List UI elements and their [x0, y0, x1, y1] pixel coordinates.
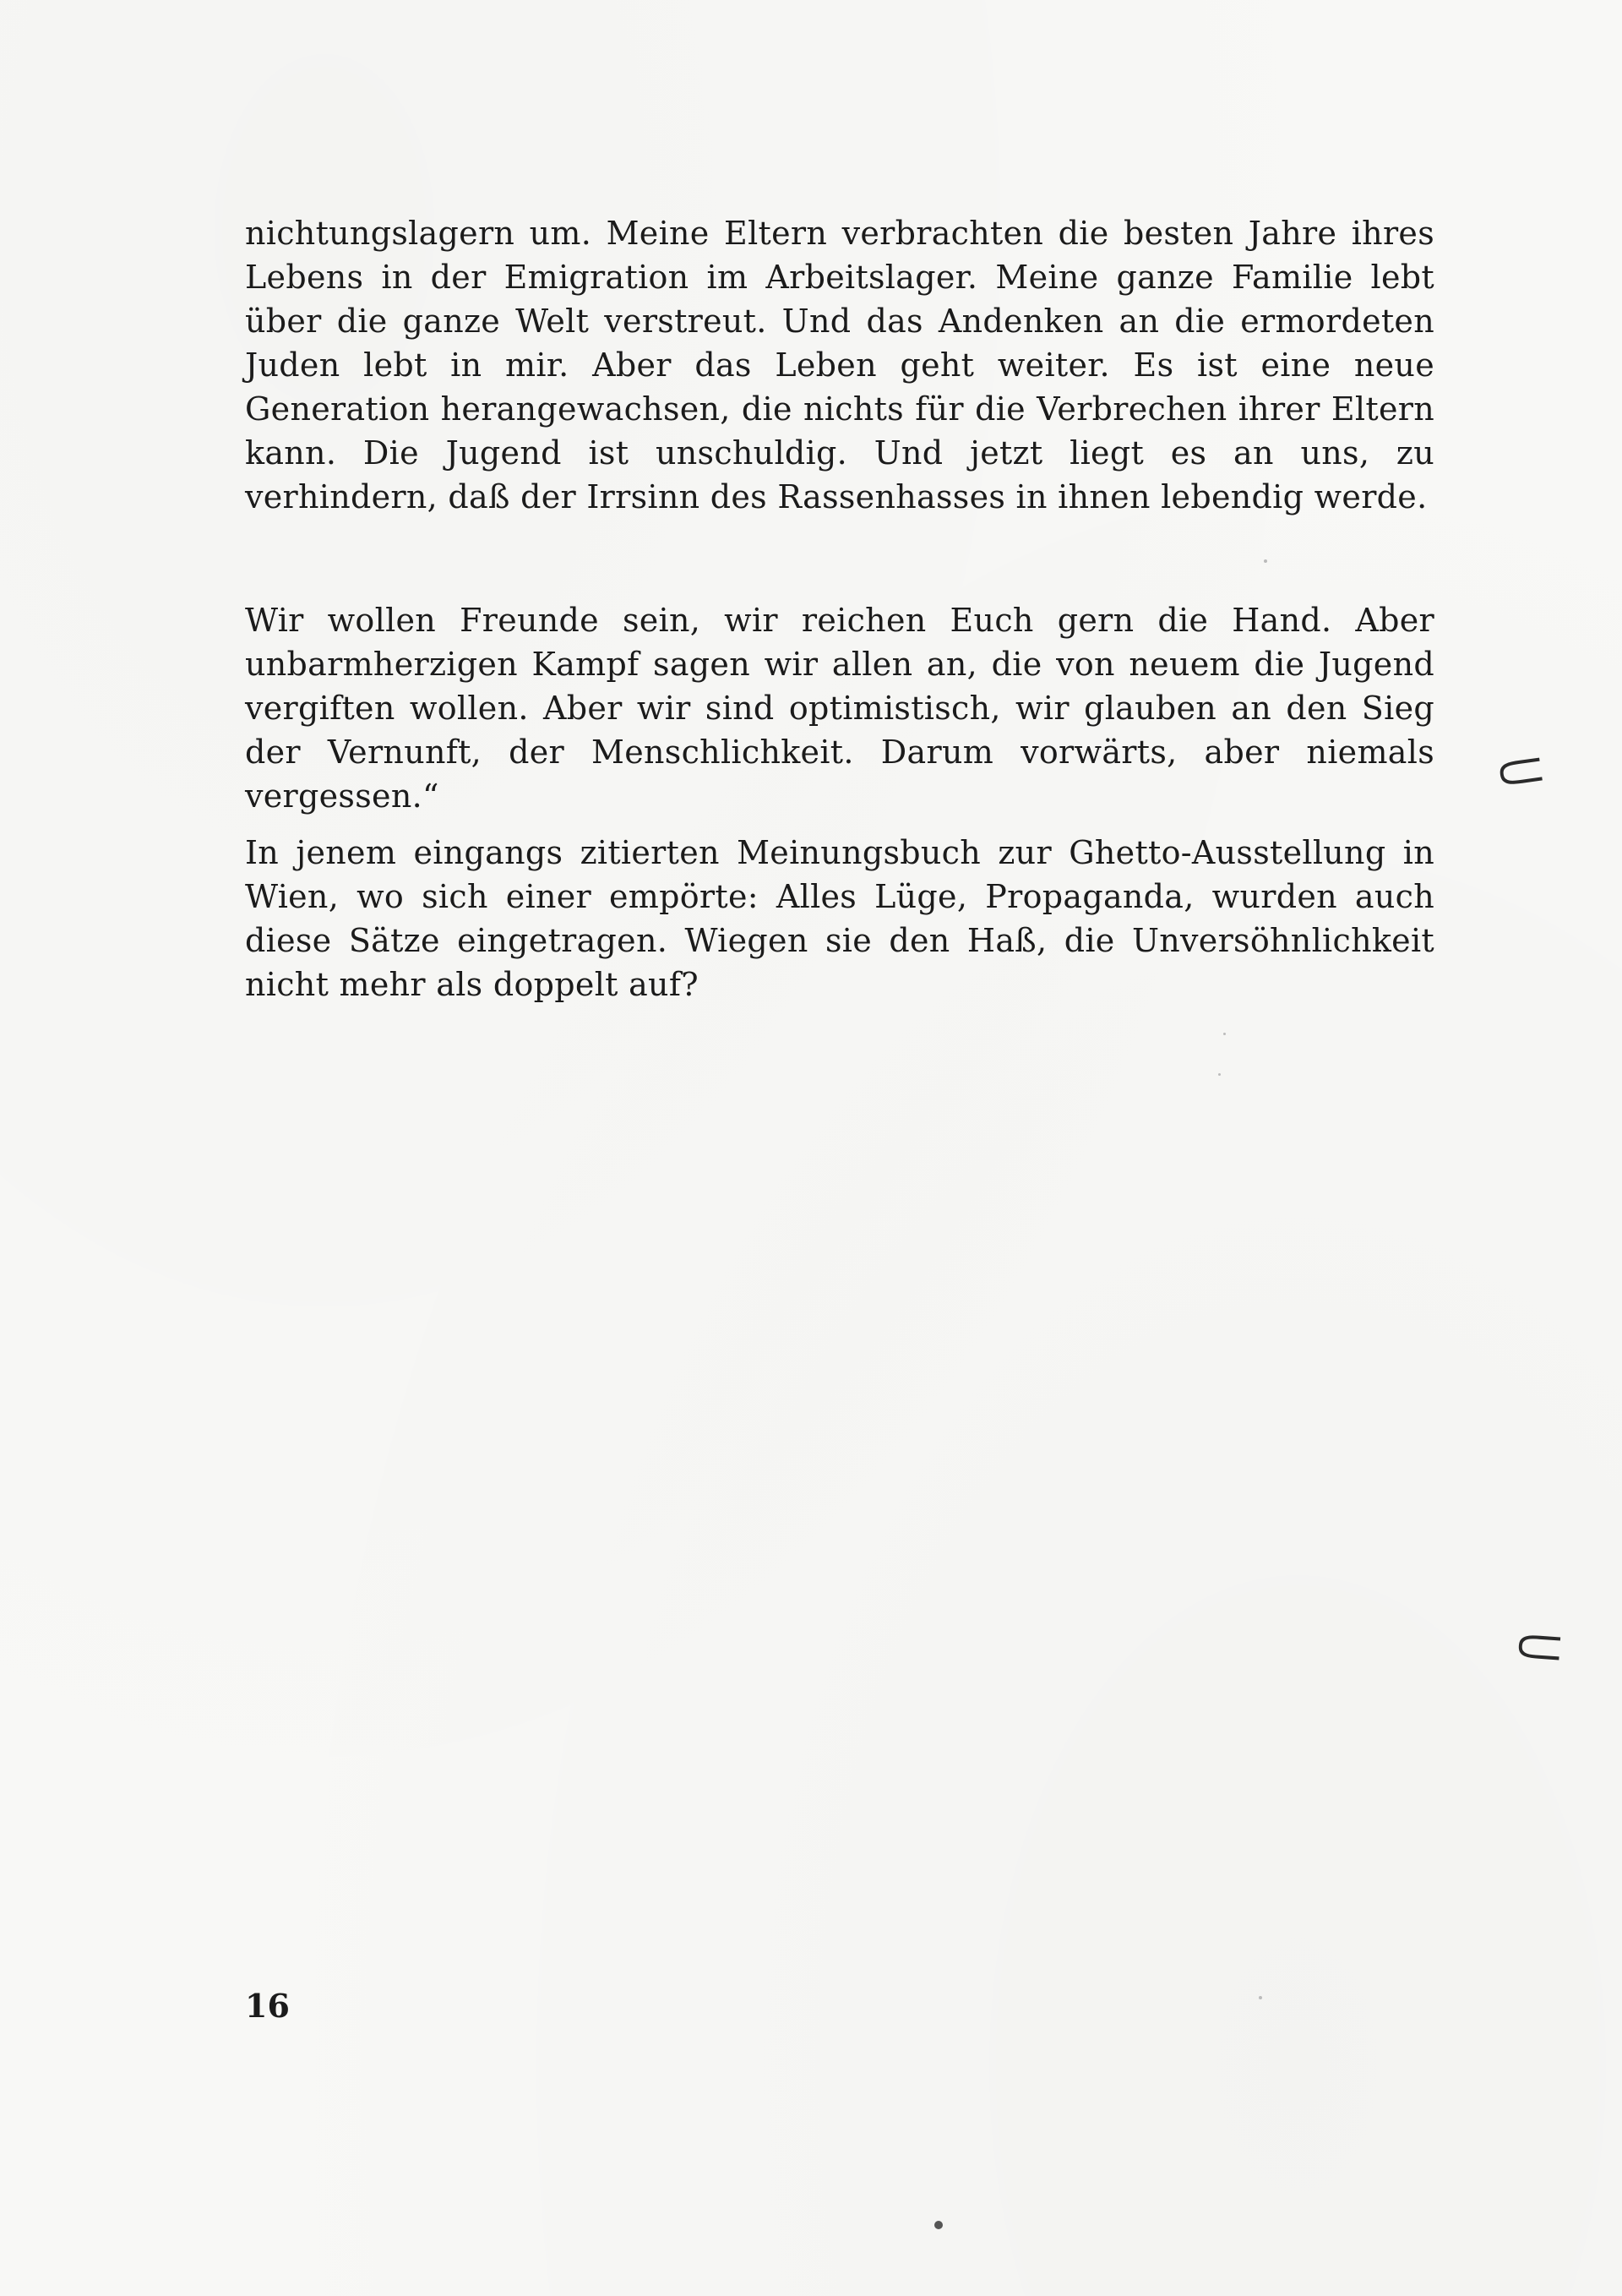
paragraph-3: In jenem eingangs zitierten Meinungsbuch zur Ghetto-Ausstellung in Wien, wo sich einer empörte: Alles Lüge, Propaganda, wurden auch diese Sätze eingetragen. Wiegen sie den Haß, die Unversöhnlichkeit nicht mehr als doppelt auf?: [245, 834, 1434, 1003]
punch-hole-mark-icon: ⸦: [1500, 1604, 1578, 1692]
paragraph-1: nichtungslagern um. Meine Eltern verbrachten die besten Jahre ihres Lebens in der Emigration im Arbeitslager. Meine ganze Familie lebt über die ganze Welt verstreut. Und das Andenken an die ermordeten Juden lebt in mir. Aber das Leben geht weiter. Es ist eine neue Generation herangewachsen, die nichts für die Verbrechen ihrer Eltern kann. Die Jugend ist unschuldig. Und jetzt liegt es an uns, zu verhindern, daß der Irrsinn des Rassenhasses in ihnen lebendig werde.: [245, 215, 1434, 515]
scan-speck: [1259, 1996, 1262, 1999]
scan-speck: [1218, 1073, 1221, 1076]
page-number: 16: [245, 1987, 290, 2025]
scan-speck: [1223, 1033, 1226, 1035]
paragraph-2: Wir wollen Freunde sein, wir reichen Euch gern die Hand. Aber unbarmherzigen Kampf sagen wir allen an, die von neuem die Jugend vergiften wollen. Aber wir sind optimistisch, wir glauben an den Sieg der Vernunft, der Menschlichkeit. Darum vorwärts, aber niemals vergessen.“: [245, 602, 1434, 815]
punch-hole-mark-icon: ⸦: [1479, 726, 1562, 819]
scan-speck: [1264, 559, 1267, 563]
ink-dot-icon: [934, 2221, 943, 2229]
